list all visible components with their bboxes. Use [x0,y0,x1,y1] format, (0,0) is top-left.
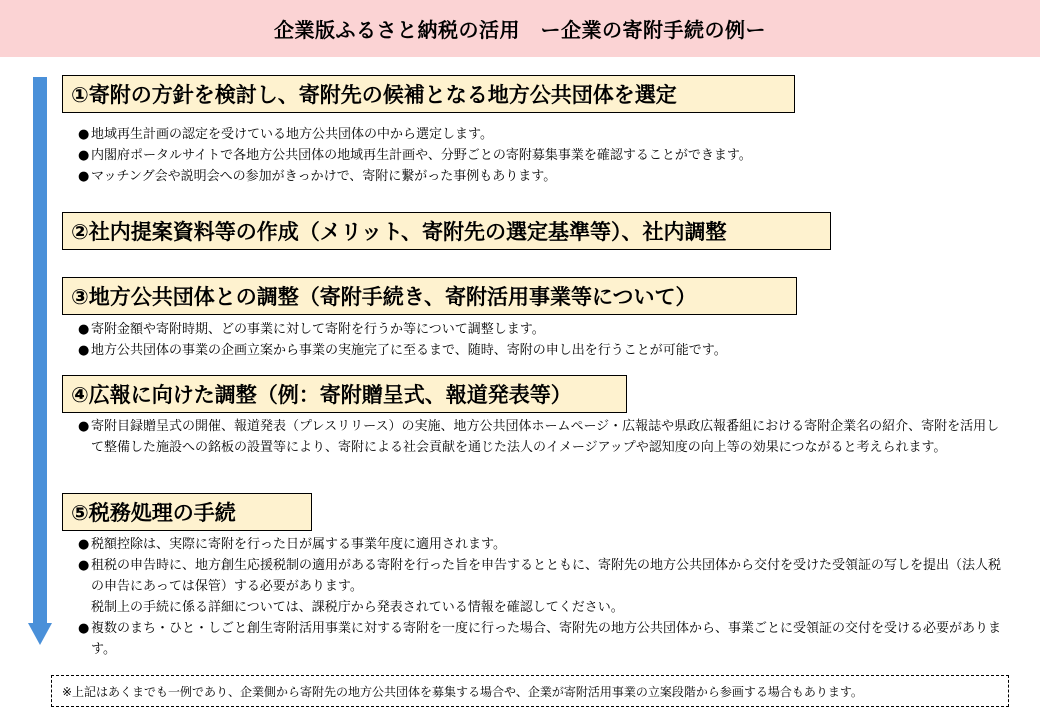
step-4-bullets [78,416,1008,458]
list-item: ● 租税の申告時に、地方創生応援税制の適用がある寄附を行った旨を申告するとともに、寄附先の地方公共団体から交付を受けた受領証の写しを提出（法人税の申告にあっては保管）する必要があります。 [78,555,1008,597]
bullet-icon: ● [78,419,90,434]
step-1-bullets [78,124,1008,187]
step-3-heading [62,277,797,315]
bullet-icon: ● [78,537,90,552]
step-5-heading [62,493,312,531]
bullet-icon: ● [78,558,90,573]
bullet-icon: ● [78,322,90,337]
step-4-heading-text: ④広報に向けた調整（例：寄附贈呈式、報道発表等） [71,383,572,407]
step-2-heading [62,212,831,250]
list-item: ● マッチング会や説明会への参加がきっかけで、寄附に繋がった事例もあります。 [78,166,1008,187]
list-item: ● 税額控除は、実際に寄附を行った日が属する事業年度に適用されます。 [78,534,1008,555]
page-title: 企業版ふるさと納税の活用 ー企業の寄附手続の例ー [0,0,1040,57]
bullet-icon: ● [78,621,90,636]
subnote: 税制上の手続に係る詳細については、課税庁から発表されている情報を確認してください。 [91,600,624,615]
list-item: ● 寄附金額や寄附時期、どの事業に対して寄附を行うか等について調整します。 [78,319,1008,340]
bullet-icon: ● [78,343,90,358]
process-flow-arrow [28,77,52,645]
step-2-heading-text: ②社内提案資料等の作成（メリット、寄附先の選定基準等）、社内調整 [71,220,727,244]
step-5-bullets [78,534,1008,660]
footnote [51,675,1009,707]
step-1-heading-text: ①寄附の方針を検討し、寄附先の候補となる地方公共団体を選定 [71,83,677,107]
arrow-shaft [33,77,47,625]
list-item: ● 寄附目録贈呈式の開催、報道発表（プレスリリース）の実施、地方公共団体ホームページ・広報誌や県政広報番組における寄附企業名の紹介、寄附を活用して整備した施設への銘板の設置等により、寄附による社会貢献を通じた法人のイメージアップや認知度の向上等の効果につながると考えられます。 [78,416,1008,458]
bullet-icon: ● [78,148,90,163]
footnote-text: ※上記はあくまでも一例であり、企業側から寄附先の地方公共団体を募集する場合や、企業が寄附活用事業の立案段階から参画する場合もあります。 [62,684,863,699]
arrow-head [28,623,52,645]
bullet-icon: ● [78,127,90,142]
step-4-heading [62,375,627,413]
step-1-heading [62,75,795,113]
bullet-icon: ● [78,169,90,184]
step-5-heading-text: ⑤税務処理の手続 [71,501,236,525]
list-item: ● 複数のまち・ひと・しごと創生寄附活用事業に対する寄附を一度に行った場合、寄附先の地方公共団体から、事業ごとに受領証の交付を受ける必要があります。 [78,618,1008,660]
step-3-heading-text: ③地方公共団体との調整（寄附手続き、寄附活用事業等について） [71,285,697,309]
list-item: ● 内閣府ポータルサイトで各地方公共団体の地域再生計画や、分野ごとの寄附募集事業を確認することができます。 [78,145,1008,166]
step-3-bullets [78,319,1008,361]
list-item: ● 地方公共団体の事業の企画立案から事業の実施完了に至るまで、随時、寄附の申し出を行うことが可能です。 [78,340,1008,361]
list-item: ● 地域再生計画の認定を受けている地方公共団体の中から選定します。 [78,124,1008,145]
